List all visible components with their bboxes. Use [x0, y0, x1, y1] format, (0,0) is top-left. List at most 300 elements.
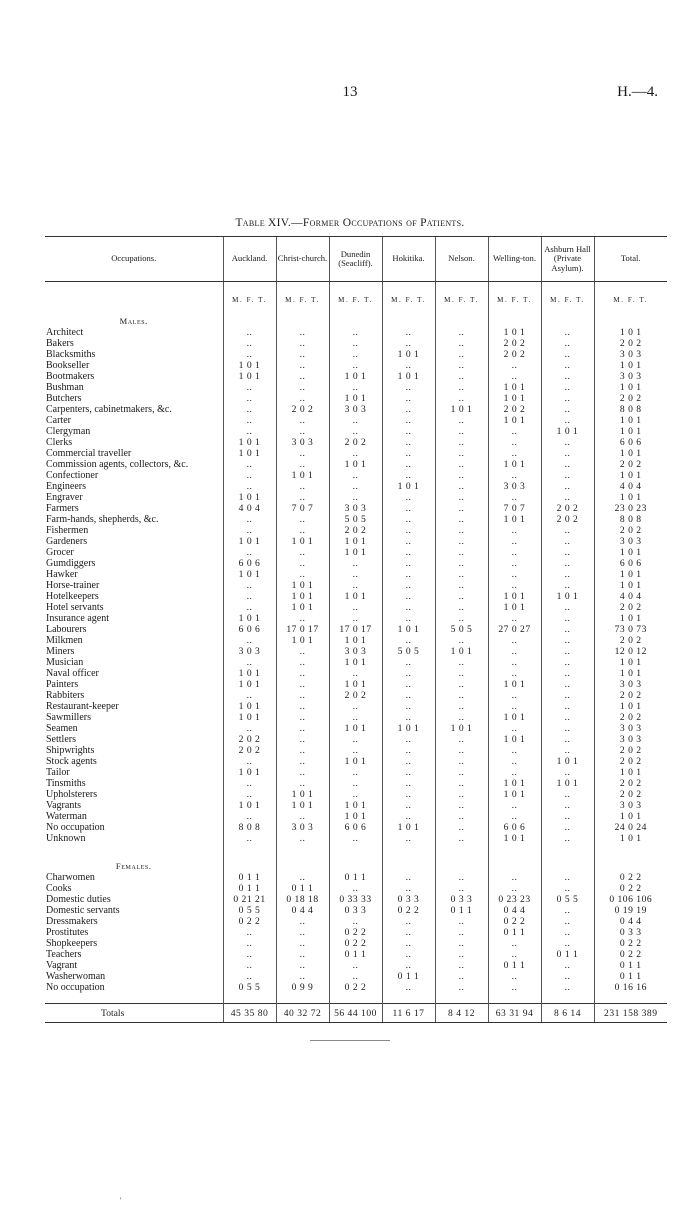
count-cell: ..: [488, 668, 541, 679]
occupation-name: Vagrant: [46, 960, 78, 971]
totals-cell: 56 44 100: [329, 1004, 382, 1023]
count-cell: 0 2 2: [329, 938, 382, 949]
count-cell: ..: [488, 470, 541, 481]
count-cell: 2 0 2: [541, 514, 594, 525]
table-row: [45, 448, 667, 459]
count-cell: ..: [329, 360, 382, 371]
table-row: [45, 624, 667, 635]
occupation-name: Grocer: [46, 547, 74, 558]
count-cell: ..: [382, 800, 435, 811]
table-row: [45, 591, 667, 602]
page-reference: H.—4.: [617, 84, 658, 100]
occupation-name: Commercial traveller: [46, 448, 132, 459]
count-cell: ..: [488, 745, 541, 756]
count-cell: ..: [329, 745, 382, 756]
count-cell: 17 0 17: [329, 624, 382, 635]
count-cell: 0 2 2: [594, 883, 667, 894]
count-cell: ..: [329, 492, 382, 503]
count-cell: 1 0 1: [594, 701, 667, 712]
count-cell: 2 0 2: [488, 338, 541, 349]
count-cell: 1 0 1: [223, 800, 276, 811]
count-cell: ..: [382, 459, 435, 470]
count-cell: ..: [382, 492, 435, 503]
count-cell: 12 0 12: [594, 646, 667, 657]
count-cell: ..: [329, 767, 382, 778]
count-cell: ..: [435, 338, 488, 349]
mft-label: M. F. T.: [594, 282, 667, 310]
count-cell: 1 0 1: [382, 723, 435, 734]
count-cell: 5 0 5: [435, 624, 488, 635]
count-cell: ..: [382, 734, 435, 745]
count-cell: 1 0 1: [594, 547, 667, 558]
count-cell: ..: [276, 778, 329, 789]
empty-cell: [223, 309, 276, 327]
occupation-name: Upholsterers: [46, 789, 98, 800]
count-cell: ..: [435, 602, 488, 613]
count-cell: ..: [276, 657, 329, 668]
count-cell: 1 0 1: [594, 833, 667, 844]
empty-cell: [276, 854, 329, 872]
count-cell: ..: [435, 547, 488, 558]
count-cell: ..: [276, 481, 329, 492]
empty-cell: [435, 854, 488, 872]
count-cell: ..: [488, 872, 541, 883]
count-cell: ..: [435, 833, 488, 844]
count-cell: ..: [382, 580, 435, 591]
count-cell: 0 3 3: [435, 894, 488, 905]
count-cell: ..: [223, 635, 276, 646]
occupation-name: Clergyman: [46, 426, 91, 437]
count-cell: ..: [382, 613, 435, 624]
count-cell: ..: [435, 349, 488, 360]
count-cell: ..: [223, 927, 276, 938]
count-cell: 1 0 1: [541, 591, 594, 602]
count-cell: ..: [435, 437, 488, 448]
table-title-main: Former Occupations of Patients.: [302, 217, 465, 229]
count-cell: 0 16 16: [594, 982, 667, 993]
count-cell: 1 0 1: [382, 481, 435, 492]
count-cell: ..: [541, 360, 594, 371]
count-cell: ..: [223, 415, 276, 426]
count-cell: 2 0 2: [594, 525, 667, 536]
count-cell: ..: [382, 872, 435, 883]
occupation-name: Engineers: [46, 481, 86, 492]
occupation-name: Confectioner: [46, 470, 99, 481]
count-cell: ..: [276, 811, 329, 822]
count-cell: 1 0 1: [276, 635, 329, 646]
count-cell: ..: [223, 459, 276, 470]
occupation-name: Farm-hands, shepherds, &c.: [46, 514, 159, 525]
count-cell: ..: [223, 811, 276, 822]
occupation-name: Shopkeepers: [46, 938, 98, 949]
count-cell: 6 0 6: [223, 558, 276, 569]
section-title: Males.: [119, 315, 148, 326]
count-cell: 2 0 2: [223, 745, 276, 756]
count-cell: 2 0 2: [594, 745, 667, 756]
section-title-row: [45, 854, 667, 872]
count-cell: 1 0 1: [223, 437, 276, 448]
occupation-name: Charwomen: [46, 872, 95, 883]
count-cell: 1 0 1: [329, 756, 382, 767]
count-cell: ..: [435, 679, 488, 690]
column-header: Ashburn Hall (Private Asylum).: [541, 237, 594, 282]
count-cell: ..: [276, 492, 329, 503]
count-cell: 1 0 1: [435, 404, 488, 415]
count-cell: 6 0 6: [594, 558, 667, 569]
section-title: Females.: [115, 860, 152, 871]
count-cell: ..: [382, 756, 435, 767]
count-cell: ..: [382, 778, 435, 789]
count-cell: 4 0 4: [594, 591, 667, 602]
count-cell: 0 1 1: [382, 971, 435, 982]
count-cell: ..: [541, 971, 594, 982]
count-cell: 3 0 3: [276, 822, 329, 833]
count-cell: 3 0 3: [223, 646, 276, 657]
count-cell: ..: [329, 448, 382, 459]
count-cell: ..: [329, 778, 382, 789]
table-row: [45, 481, 667, 492]
count-cell: 2 0 2: [594, 789, 667, 800]
count-cell: ..: [541, 382, 594, 393]
count-cell: ..: [541, 404, 594, 415]
count-cell: ..: [223, 580, 276, 591]
count-cell: ..: [541, 701, 594, 712]
occupation-name: Vagrants: [46, 800, 81, 811]
column-header: Christ-church.: [276, 237, 329, 282]
count-cell: ..: [488, 982, 541, 993]
count-cell: 1 0 1: [329, 547, 382, 558]
table-row: [45, 602, 667, 613]
count-cell: ..: [435, 327, 488, 338]
count-cell: ..: [541, 327, 594, 338]
count-cell: 1 0 1: [488, 459, 541, 470]
count-cell: 0 1 1: [329, 949, 382, 960]
count-cell: ..: [435, 371, 488, 382]
count-cell: 2 0 2: [276, 404, 329, 415]
count-cell: ..: [223, 382, 276, 393]
count-cell: ..: [382, 690, 435, 701]
count-cell: ..: [382, 712, 435, 723]
count-cell: ..: [276, 872, 329, 883]
count-cell: 6 0 6: [329, 822, 382, 833]
table-row: [45, 547, 667, 558]
count-cell: ..: [276, 971, 329, 982]
count-cell: ..: [276, 393, 329, 404]
count-cell: ..: [382, 679, 435, 690]
count-cell: ..: [329, 382, 382, 393]
count-cell: 1 0 1: [329, 536, 382, 547]
count-cell: ..: [488, 883, 541, 894]
count-cell: 1 0 1: [488, 679, 541, 690]
table-row: [45, 789, 667, 800]
count-cell: ..: [435, 668, 488, 679]
table-row: [45, 657, 667, 668]
count-cell: ..: [382, 470, 435, 481]
table-row: [45, 905, 667, 916]
spacer-cell: [594, 993, 667, 1004]
count-cell: ..: [276, 679, 329, 690]
count-cell: ..: [541, 569, 594, 580]
table-row: [45, 492, 667, 503]
count-cell: 0 2 2: [382, 905, 435, 916]
count-cell: ..: [435, 591, 488, 602]
count-cell: ..: [488, 723, 541, 734]
count-cell: 0 9 9: [276, 982, 329, 993]
occupation-name: Settlers: [46, 734, 76, 745]
totals-cell: 8 4 12: [435, 1004, 488, 1023]
table-row: [45, 459, 667, 470]
count-cell: 2 0 2: [594, 778, 667, 789]
table-row: [45, 558, 667, 569]
count-cell: ..: [541, 470, 594, 481]
bottom-rule: [310, 1040, 390, 1041]
count-cell: 3 0 3: [594, 536, 667, 547]
count-cell: ..: [382, 327, 435, 338]
occupation-name: Butchers: [46, 393, 82, 404]
count-cell: ..: [435, 800, 488, 811]
count-cell: ..: [382, 382, 435, 393]
count-cell: ..: [223, 470, 276, 481]
count-cell: ..: [223, 481, 276, 492]
count-cell: ..: [276, 767, 329, 778]
empty-cell: [223, 854, 276, 872]
count-cell: ..: [541, 393, 594, 404]
count-cell: 1 0 1: [488, 514, 541, 525]
occupation-name: Seamen: [46, 723, 78, 734]
occupation-name: Commission agents, collectors, &c.: [46, 459, 189, 470]
count-cell: 3 0 3: [594, 371, 667, 382]
table-body: [45, 282, 667, 1023]
count-cell: 0 33 33: [329, 894, 382, 905]
count-cell: 1 0 1: [594, 811, 667, 822]
occupation-name: Rabbiters: [46, 690, 85, 701]
count-cell: ..: [435, 525, 488, 536]
spacer-cell: [488, 844, 541, 854]
occupation-name: Carpenters, cabinetmakers, &c.: [46, 404, 172, 415]
count-cell: ..: [276, 360, 329, 371]
table-row: [45, 723, 667, 734]
table-row: [45, 470, 667, 481]
count-cell: ..: [276, 415, 329, 426]
table-row: [45, 503, 667, 514]
count-cell: 1 0 1: [541, 778, 594, 789]
empty-cell: [541, 309, 594, 327]
count-cell: 0 1 1: [594, 960, 667, 971]
occupation-name: Miners: [46, 646, 75, 657]
count-cell: ..: [382, 536, 435, 547]
section-title-row: [45, 309, 667, 327]
count-cell: ..: [541, 916, 594, 927]
count-cell: 0 1 1: [541, 949, 594, 960]
count-cell: ..: [276, 514, 329, 525]
empty-cell: [594, 854, 667, 872]
spacer-cell: [276, 993, 329, 1004]
count-cell: ..: [541, 883, 594, 894]
count-cell: ..: [329, 558, 382, 569]
count-cell: 3 0 3: [594, 734, 667, 745]
count-cell: ..: [223, 404, 276, 415]
count-cell: ..: [541, 938, 594, 949]
column-header: Auckland.: [223, 237, 276, 282]
empty-cell: [276, 309, 329, 327]
count-cell: 2 0 2: [329, 690, 382, 701]
occupation-name: Horse-trainer: [46, 580, 100, 591]
column-header: Dunedin (Seacliff).: [329, 237, 382, 282]
count-cell: ..: [488, 811, 541, 822]
count-cell: ..: [488, 756, 541, 767]
count-cell: ..: [382, 927, 435, 938]
count-cell: ..: [276, 459, 329, 470]
count-cell: 1 0 1: [594, 492, 667, 503]
count-cell: ..: [541, 580, 594, 591]
occupation-name: Gumdiggers: [46, 558, 96, 569]
table-row: [45, 569, 667, 580]
count-cell: ..: [435, 415, 488, 426]
count-cell: ..: [488, 580, 541, 591]
occupation-name: Architect: [46, 327, 84, 338]
count-cell: ..: [541, 547, 594, 558]
count-cell: 2 0 2: [594, 635, 667, 646]
count-cell: 1 0 1: [223, 569, 276, 580]
count-cell: 1 0 1: [594, 448, 667, 459]
count-cell: 1 0 1: [329, 800, 382, 811]
table-row: [45, 872, 667, 883]
count-cell: ..: [435, 514, 488, 525]
count-cell: 8 0 8: [594, 514, 667, 525]
count-cell: 1 0 1: [594, 569, 667, 580]
count-cell: ..: [382, 745, 435, 756]
count-cell: ..: [488, 525, 541, 536]
table-row: [45, 679, 667, 690]
count-cell: 1 0 1: [329, 393, 382, 404]
count-cell: 1 0 1: [488, 415, 541, 426]
count-cell: 1 0 1: [329, 657, 382, 668]
count-cell: ..: [435, 459, 488, 470]
count-cell: ..: [382, 338, 435, 349]
count-cell: ..: [435, 745, 488, 756]
count-cell: ..: [541, 872, 594, 883]
count-cell: ..: [435, 635, 488, 646]
count-cell: ..: [541, 767, 594, 778]
count-cell: 0 2 2: [594, 872, 667, 883]
count-cell: 0 1 1: [223, 872, 276, 883]
occupation-name: Cooks: [46, 883, 72, 894]
count-cell: 1 0 1: [594, 327, 667, 338]
count-cell: 2 0 2: [488, 404, 541, 415]
count-cell: ..: [382, 635, 435, 646]
count-cell: 0 4 4: [488, 905, 541, 916]
count-cell: 2 0 2: [594, 712, 667, 723]
count-cell: ..: [276, 525, 329, 536]
count-cell: 5 0 5: [329, 514, 382, 525]
count-cell: ..: [223, 778, 276, 789]
table-row: [45, 811, 667, 822]
count-cell: ..: [435, 558, 488, 569]
count-cell: 8 0 8: [594, 404, 667, 415]
table-row: [45, 971, 667, 982]
count-cell: ..: [435, 916, 488, 927]
count-cell: ..: [329, 327, 382, 338]
count-cell: 1 0 1: [329, 679, 382, 690]
count-cell: 6 0 6: [594, 437, 667, 448]
count-cell: 0 3 3: [329, 905, 382, 916]
occupation-name: Tinsmiths: [46, 778, 86, 789]
occupation-name: Musician: [46, 657, 84, 668]
count-cell: 0 2 2: [329, 927, 382, 938]
count-cell: ..: [541, 657, 594, 668]
mft-row: [45, 282, 667, 310]
count-cell: 0 4 4: [276, 905, 329, 916]
count-cell: ..: [435, 927, 488, 938]
occupation-name: Hotelkeepers: [46, 591, 99, 602]
count-cell: ..: [488, 360, 541, 371]
occupation-name: Bookseller: [46, 360, 90, 371]
table-row: [45, 426, 667, 437]
count-cell: ..: [435, 360, 488, 371]
count-cell: ..: [276, 338, 329, 349]
count-cell: ..: [541, 734, 594, 745]
count-cell: ..: [382, 668, 435, 679]
count-cell: ..: [488, 701, 541, 712]
count-cell: ..: [382, 569, 435, 580]
count-cell: ..: [541, 905, 594, 916]
count-cell: ..: [541, 982, 594, 993]
count-cell: 0 1 1: [488, 927, 541, 938]
count-cell: ..: [329, 613, 382, 624]
table-row: [45, 927, 667, 938]
spacer-cell: [45, 993, 223, 1004]
count-cell: 2 0 2: [594, 690, 667, 701]
count-cell: 1 0 1: [594, 657, 667, 668]
count-cell: ..: [541, 723, 594, 734]
count-cell: ..: [541, 492, 594, 503]
count-cell: 0 2 2: [223, 916, 276, 927]
count-cell: 1 0 1: [594, 767, 667, 778]
column-header: Hokitika.: [382, 237, 435, 282]
count-cell: ..: [541, 789, 594, 800]
count-cell: 1 0 1: [594, 470, 667, 481]
spacer-cell: [223, 844, 276, 854]
count-cell: ..: [435, 949, 488, 960]
count-cell: 2 0 2: [488, 349, 541, 360]
count-cell: ..: [382, 514, 435, 525]
empty-cell: [382, 854, 435, 872]
table-row: [45, 960, 667, 971]
count-cell: ..: [276, 646, 329, 657]
count-cell: 1 0 1: [223, 668, 276, 679]
count-cell: ..: [488, 426, 541, 437]
count-cell: 1 0 1: [329, 591, 382, 602]
count-cell: 1 0 1: [488, 393, 541, 404]
count-cell: ..: [329, 971, 382, 982]
count-cell: ..: [223, 547, 276, 558]
count-cell: ..: [276, 382, 329, 393]
occupation-name: Waterman: [46, 811, 87, 822]
count-cell: ..: [488, 536, 541, 547]
count-cell: ..: [541, 690, 594, 701]
mft-spacer: [45, 282, 223, 310]
count-cell: ..: [541, 448, 594, 459]
count-cell: ..: [276, 327, 329, 338]
count-cell: 0 1 1: [594, 971, 667, 982]
count-cell: ..: [435, 971, 488, 982]
count-cell: ..: [488, 938, 541, 949]
count-cell: ..: [382, 767, 435, 778]
count-cell: 0 1 1: [329, 872, 382, 883]
totals-label: Totals: [45, 1004, 223, 1023]
count-cell: 1 0 1: [594, 613, 667, 624]
occupation-name: Tailor: [46, 767, 70, 778]
